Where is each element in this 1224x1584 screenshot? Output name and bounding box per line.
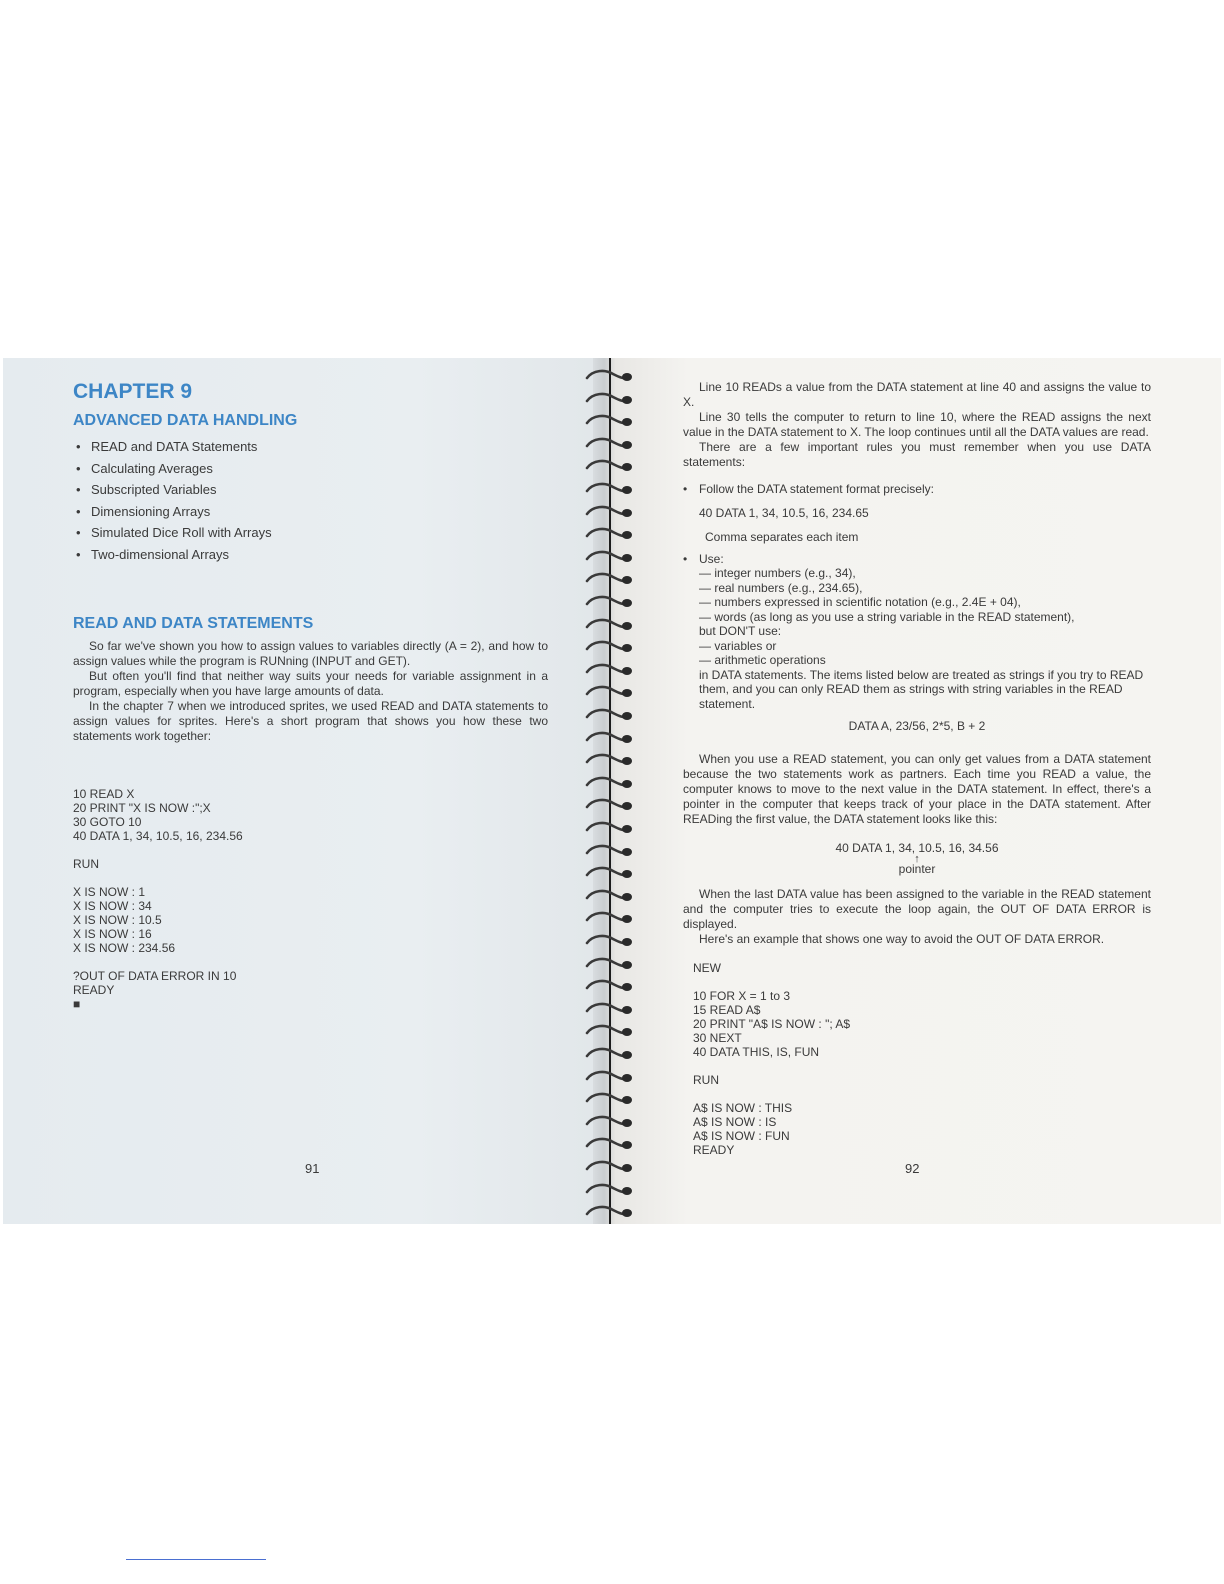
- section-heading: ADVANCED DATA HANDLING: [73, 412, 298, 429]
- spiral-coil-icon: [583, 1067, 639, 1087]
- code-line: 40 DATA THIS, IS, FUN: [693, 1045, 820, 1059]
- paragraph: Line 10 READs a value from the DATA statement at line 40 and assigns the value to X.: [683, 380, 1151, 409]
- code-line: 20 PRINT "A$ IS NOW : "; A$: [693, 1017, 851, 1031]
- rule-text: Follow the DATA statement format precisely:: [699, 482, 934, 496]
- dont-item: — arithmetic operations: [699, 653, 826, 667]
- topic-item: • Dimensioning Arrays: [73, 501, 548, 523]
- spiral-coil-icon: [583, 456, 639, 476]
- output-line: X IS NOW : 234.56: [73, 941, 176, 955]
- paragraph: So far we've shown you how to assign values to variables directly (A = 2), and how to assign values while the program is RUNning (INPUT and GET).: [73, 639, 548, 668]
- topic-item: • Two-dimensional Arrays: [73, 544, 548, 566]
- rule-item: • Follow the DATA statement format precisely:: [683, 482, 934, 496]
- spiral-coil-icon: [583, 547, 639, 567]
- spiral-coil-icon: [583, 999, 639, 1019]
- spiral-coil-icon: [583, 1157, 639, 1177]
- rule-text: Use:: [699, 552, 724, 566]
- ready-line: READY: [73, 983, 115, 997]
- spiral-coil-icon: [583, 389, 639, 409]
- read-data-heading: READ AND DATA STATEMENTS: [73, 615, 314, 632]
- spiral-coil-icon: [583, 818, 639, 838]
- output-line: A$ IS NOW : THIS: [693, 1101, 793, 1115]
- paragraph: Line 30 tells the computer to return to line 10, where the READ assigns the next value in the DATA statement to X. The loop continues until all the DATA values are read.: [683, 410, 1151, 439]
- code-line: 20 PRINT "X IS NOW :";X: [73, 801, 211, 815]
- spiral-coil-icon: [583, 592, 639, 612]
- output-line: X IS NOW : 34: [73, 899, 152, 913]
- topic-item: • Calculating Averages: [73, 458, 548, 480]
- spiral-coil-icon: [583, 886, 639, 906]
- left-page-content: [73, 380, 548, 1011]
- spiral-coil-icon: [583, 795, 639, 815]
- spiral-coil-icon: [583, 863, 639, 883]
- page-number: 91: [305, 1161, 320, 1176]
- spiral-coil-icon: [583, 637, 639, 657]
- code-line: 40 DATA 1, 34, 10.5, 16, 234.56: [73, 829, 243, 843]
- spiral-coil-icon: [583, 908, 639, 928]
- code-line: 10 READ X: [73, 787, 135, 801]
- spiral-coil-icon: [583, 1180, 639, 1200]
- spiral-coil-icon: [583, 366, 639, 386]
- right-page: [615, 358, 1221, 1224]
- spiral-coil-icon: [583, 1021, 639, 1041]
- spiral-coil-icon: [583, 705, 639, 725]
- spiral-coil-icon: [583, 841, 639, 861]
- program-output: [693, 1101, 1151, 1157]
- spiral-coil-icon: [583, 434, 639, 454]
- paragraph: There are a few important rules you must remember when you use DATA statements:: [683, 440, 1151, 469]
- spiral-coil-icon: [583, 954, 639, 974]
- spiral-coil-icon: [583, 931, 639, 951]
- spiral-coil-icon: [583, 524, 639, 544]
- code-example: 40 DATA 1, 34, 10.5, 16, 234.65: [699, 506, 869, 520]
- paragraph: But often you'll find that neither way suits your needs for variable assignment in a program, especially when you have large amounts of data.: [73, 669, 548, 698]
- spiral-coil-icon: [583, 1044, 639, 1064]
- use-item: — integer numbers (e.g., 34),: [699, 566, 856, 580]
- output-line: X IS NOW : 16: [73, 927, 152, 941]
- spiral-coil-icon: [583, 569, 639, 589]
- spiral-coil-icon: [583, 750, 639, 770]
- use-item: — numbers expressed in scientific notation (e.g., 2.4E + 04),: [699, 595, 1021, 609]
- use-item: — words (as long as you use a string variable in the READ statement),: [699, 609, 1075, 624]
- error-line: ?OUT OF DATA ERROR IN 10: [73, 969, 237, 983]
- topic-item: • Simulated Dice Roll with Arrays: [73, 522, 548, 544]
- spiral-coil-icon: [583, 1089, 639, 1109]
- topic-item: • READ and DATA Statements: [73, 436, 548, 458]
- output-line: READY: [693, 1143, 735, 1157]
- spiral-coil-icon: [583, 1134, 639, 1154]
- spiral-coil-icon: [583, 502, 639, 522]
- code-line: 10 FOR X = 1 to 3: [693, 989, 791, 1003]
- program-listing: [73, 787, 548, 843]
- footnote-rule: [126, 1559, 266, 1560]
- code-line: 30 NEXT: [693, 1031, 742, 1045]
- page-number: 92: [905, 1161, 920, 1176]
- code-line: 30 GOTO 10: [73, 815, 142, 829]
- spiral-coil-icon: [583, 728, 639, 748]
- book-spread: [3, 358, 1221, 1224]
- paragraph: When you use a READ statement, you can only get values from a DATA statement because the two statements work as partners. Each time you READ a value, the computer knows to move to the next value in the DATA statement. In effect, there's a pointer in the computer that keeps track of your place in the DATA statement. After READing the first value, the DATA statement looks like this:: [683, 752, 1151, 826]
- right-page-content: [683, 380, 1151, 1157]
- output-line: A$ IS NOW : IS: [693, 1115, 777, 1129]
- topic-list: [73, 436, 548, 565]
- paragraph: In the chapter 7 when we introduced sprites, we used READ and DATA statements to assign values for sprites. Here's a short program that shows you how these two statements work together:: [73, 699, 548, 743]
- output-line: A$ IS NOW : FUN: [693, 1129, 790, 1143]
- run-command: RUN: [73, 857, 99, 871]
- pointer-arrow-icon: ↑: [914, 853, 920, 865]
- topic-item: • Subscripted Variables: [73, 479, 548, 501]
- dont-item: — variables or: [699, 638, 777, 653]
- dont-note: in DATA statements. The items listed below are treated as strings if you try to READ them, and you can only READ them as strings with string variables in the READ statement.: [699, 667, 1144, 711]
- new-command: NEW: [693, 961, 721, 975]
- use-list: [683, 566, 1151, 668]
- spiral-coil-icon: [583, 976, 639, 996]
- left-page: [3, 358, 593, 1224]
- chapter-title: CHAPTER 9: [73, 380, 193, 403]
- spiral-coil-icon: [583, 1112, 639, 1132]
- cursor-block: ■: [73, 997, 81, 1011]
- program-listing: [693, 989, 1151, 1059]
- spiral-coil-icon: [583, 479, 639, 499]
- use-item: — real numbers (e.g., 234.65),: [699, 580, 863, 595]
- spiral-coil-icon: [583, 682, 639, 702]
- code-line: 15 READ A$: [693, 1003, 761, 1017]
- paragraph: Here's an example that shows one way to avoid the OUT OF DATA ERROR.: [699, 932, 1105, 946]
- pointer-label: pointer: [898, 862, 936, 876]
- paragraph: When the last DATA value has been assigned to the variable in the READ statement and the computer tries to execute the loop again, the OUT OF DATA ERROR is displayed.: [683, 887, 1151, 931]
- spiral-coil-icon: [583, 411, 639, 431]
- note-text: Comma separates each item: [705, 530, 859, 544]
- output-line: X IS NOW : 1: [73, 885, 146, 899]
- pointer-example: 40 DATA 1, 34, 10.5, 16, 34.56: [835, 841, 999, 855]
- spiral-coil-icon: [583, 1202, 639, 1222]
- program-output: [73, 885, 548, 955]
- run-command: RUN: [693, 1073, 719, 1087]
- rule-item: • Use:: [683, 552, 724, 566]
- spiral-coil-icon: [583, 660, 639, 680]
- spiral-coil-icon: [583, 773, 639, 793]
- data-example: DATA A, 23/56, 2*5, B + 2: [848, 719, 986, 733]
- but-dont-label: but DON'T use:: [699, 624, 782, 638]
- output-line: X IS NOW : 10.5: [73, 913, 162, 927]
- spiral-coil-icon: [583, 615, 639, 635]
